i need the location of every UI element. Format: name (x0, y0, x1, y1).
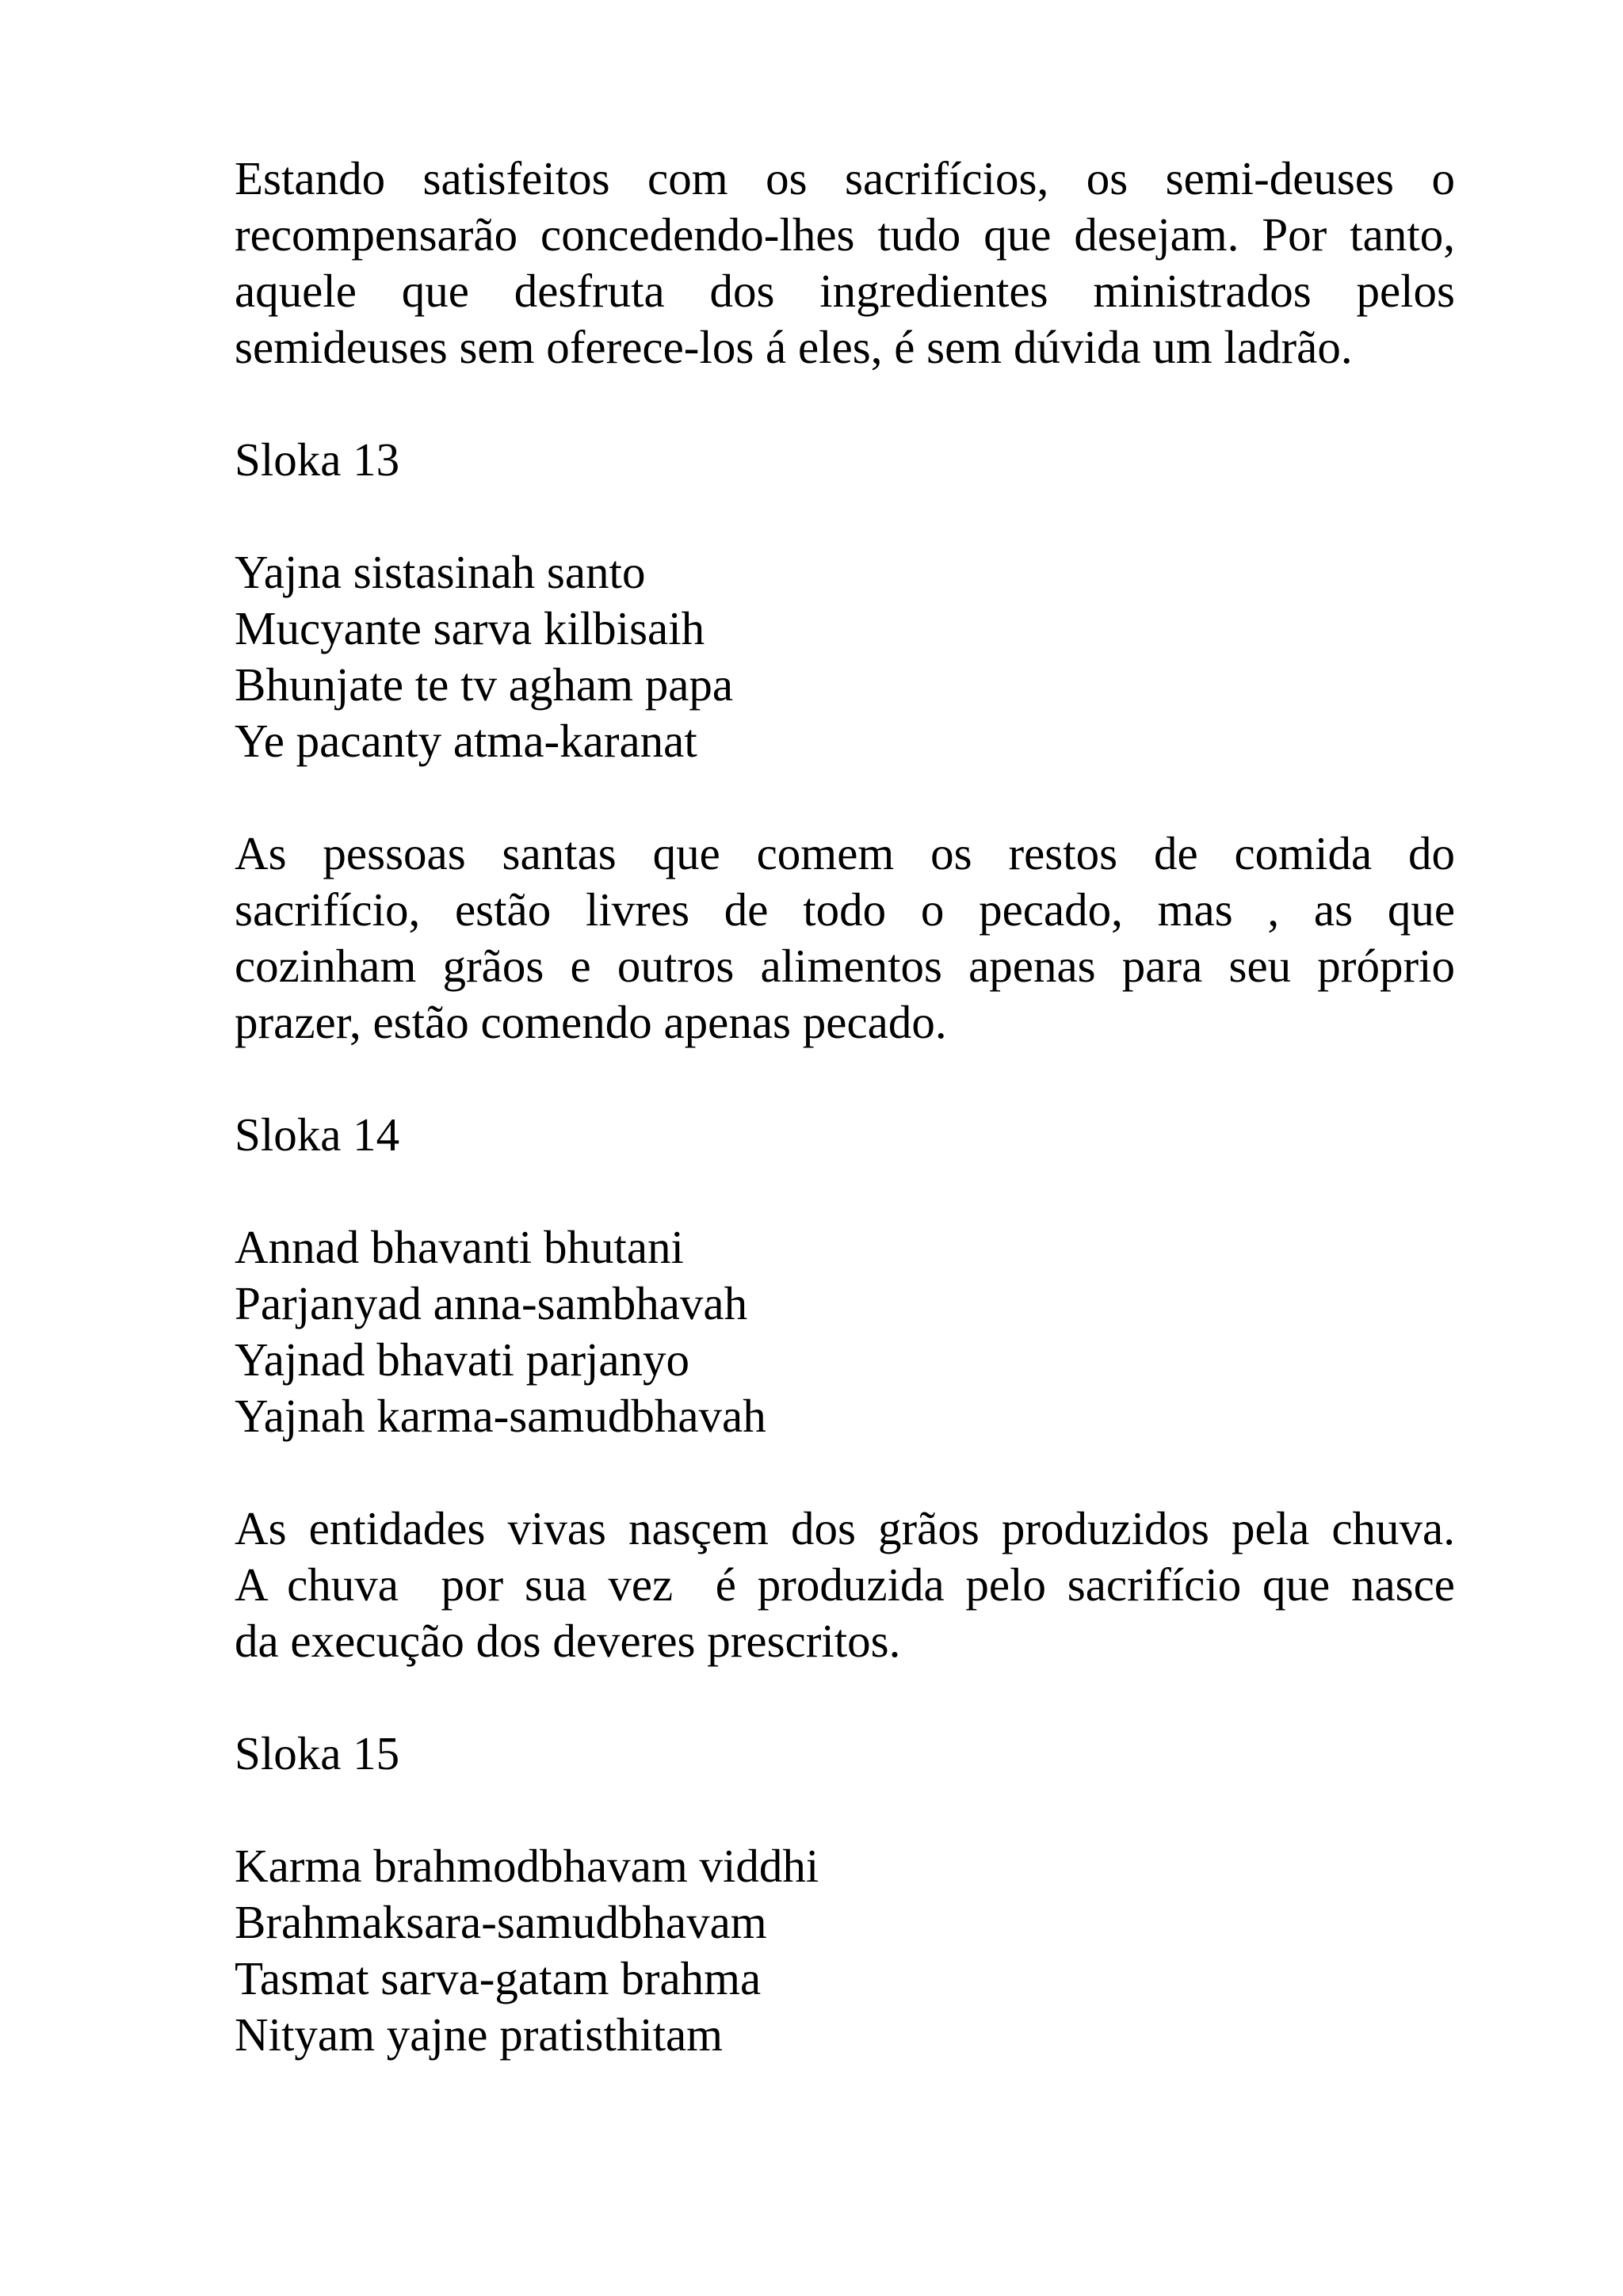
sloka-15-heading: Sloka 15 (235, 1727, 400, 1779)
sloka-13-heading: Sloka 13 (235, 433, 400, 486)
verse-line: Yajnah karma-samudbhavah (235, 1390, 766, 1442)
verse-line: Ye pacanty atma-karanat (235, 715, 697, 767)
text-line: A chuva por sua vez é produzida pelo sacrifício que nasce (235, 1558, 1455, 1611)
verse-line: Parjanyad anna-sambhavah (235, 1277, 748, 1329)
verse-line: Karma brahmodbhavam viddhi (235, 1840, 819, 1892)
verse-line: Mucyante sarva kilbisaih (235, 602, 705, 654)
sloka-13-verse (235, 544, 1455, 769)
sloka-14-translation (235, 1501, 1455, 1669)
text-line: recompensarão concedendo-lhes tudo que desejam. Por tanto, (235, 208, 1455, 261)
verse-line: Bhunjate te tv agham papa (235, 658, 734, 711)
text-line: semideuses sem oferece-los á eles, é sem dúvida um ladrão. (235, 321, 1353, 373)
text-line: cozinham grãos e outros alimentos apenas para seu próprio (235, 940, 1455, 992)
text-line: sacrifício, estão livres de todo o pecado, mas , as que (235, 883, 1455, 936)
text-line: Estando satisfeitos com os sacrifícios, os semi-deuses o (235, 152, 1455, 204)
text-line: aquele que desfruta dos ingredientes ministrados pelos (235, 265, 1455, 317)
verse-line: Yajnad bhavati parjanyo (235, 1333, 690, 1386)
verse-line: Nityam yajne pratisthitam (235, 2008, 724, 2061)
sloka-15-verse (235, 1838, 1455, 2063)
verse-line: Yajna sistasinah santo (235, 546, 646, 598)
text-line: prazer, estão comendo apenas pecado. (235, 996, 947, 1048)
document-page (235, 151, 1455, 2119)
text-line: As entidades vivas nasçem dos grãos produzidos pela chuva. (235, 1502, 1455, 1554)
sloka-13-translation (235, 826, 1455, 1051)
text-line: da execução dos deveres prescritos. (235, 1615, 901, 1667)
sloka-14-verse (235, 1219, 1455, 1444)
verse-line: Annad bhavanti bhutani (235, 1221, 684, 1273)
verse-line: Brahmaksara-samudbhavam (235, 1896, 767, 1948)
intro-paragraph (235, 151, 1455, 376)
text-line: As pessoas santas que comem os restos de comida do (235, 827, 1455, 879)
sloka-14-heading: Sloka 14 (235, 1108, 400, 1161)
verse-line: Tasmat sarva-gatam brahma (235, 1952, 762, 2004)
